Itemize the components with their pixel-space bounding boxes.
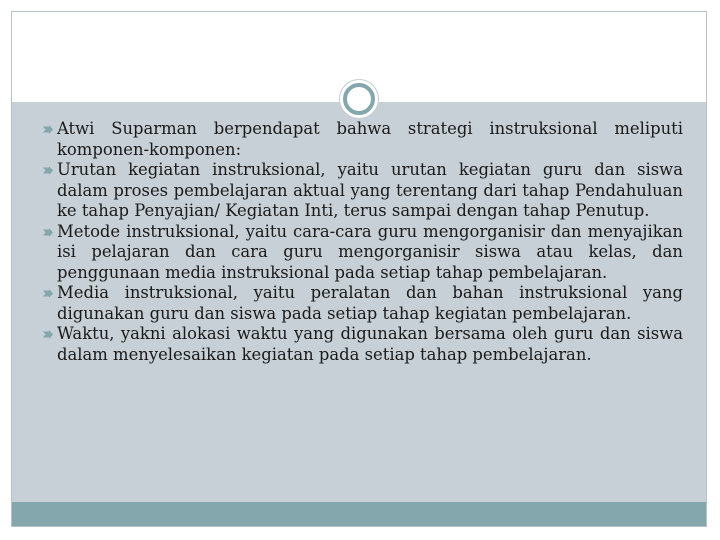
circle-ring xyxy=(343,83,375,115)
bullet-text: Waktu, yakni alokasi waktu yang digunakan bersama oleh guru dan siswa dalam menyelesaikan kegiatan pada setiap tahap pembelajaran. xyxy=(57,324,683,364)
arrow-bullet-icon xyxy=(43,125,53,134)
bullet-text: Media instruksional, yaitu peralatan dan bahan instruksional yang digunakan guru dan siswa pada setiap tahap kegiatan pembelajaran. xyxy=(57,283,683,323)
circle-ornament-icon xyxy=(339,79,379,119)
arrow-bullet-icon xyxy=(43,330,53,339)
arrow-bullet-icon xyxy=(43,289,53,298)
bullet-item xyxy=(43,222,683,284)
bullet-text: Metode instruksional, yaitu cara-cara guru mengorganisir dan menyajikan isi pelajaran dan cara guru mengorganisir siswa atau kelas, dan penggunaan media instruksional pada setiap tahap pembelajaran. xyxy=(57,221,683,282)
footer-bar xyxy=(12,502,706,526)
bullet-list xyxy=(43,119,683,365)
bullet-item xyxy=(43,119,683,160)
bullet-item xyxy=(43,324,683,365)
bullet-text: Urutan kegiatan instruksional, yaitu urutan kegiatan guru dan siswa dalam proses pembelajaran aktual yang terentang dari tahap Pendahuluan ke tahap Penyajian/ Kegiatan Inti, terus sampai dengan tahap Penutup. xyxy=(57,160,683,220)
bullet-item xyxy=(43,283,683,324)
bullet-text: Atwi Suparman berpendapat bahwa strategi instruksional meliputi komponen-komponen: xyxy=(57,119,683,159)
arrow-bullet-icon xyxy=(43,166,53,175)
arrow-bullet-icon xyxy=(43,228,53,237)
bullet-item xyxy=(43,160,683,222)
